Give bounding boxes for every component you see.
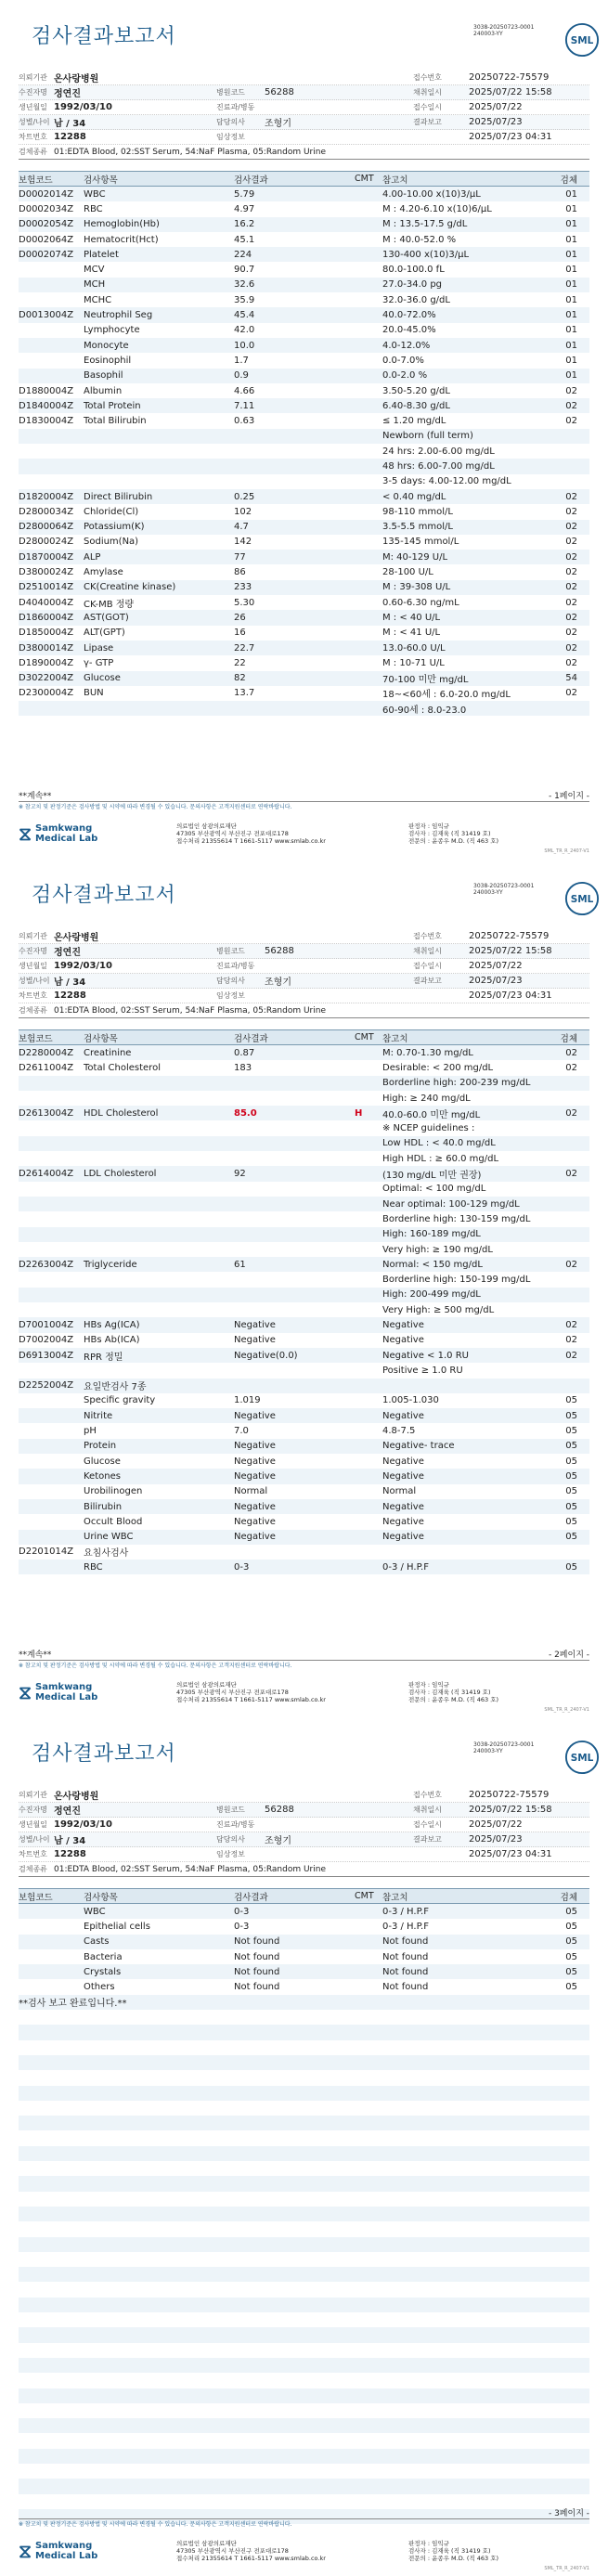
lab-address: 의료법인 삼광의료재단 47305 부산광역시 부산진구 전포대로178 접수처리 21355614 T 1661-5117 www.smlab.co.kr [176,2540,326,2562]
table-row: Bacteria Not found Not found 05 [84,1951,577,1962]
table-row: D1890004Z γ- GTP 22 M : 10-71 U/L 02 [19,657,577,668]
birth-date: 1992/03/10 [54,102,112,112]
lab-footer [19,2532,589,2570]
patient-name: 정연진 [54,89,81,99]
table-row: D1880004Z Albumin 4.66 3.50-5.20 g/dL 02 [19,385,577,396]
svg-text:SML: SML [570,1752,594,1764]
end-note: **검사 보고 완료입니다.** [19,1995,589,2010]
results-table [19,1029,589,1574]
patient-name: 정연진 [54,1806,81,1817]
table-row: High: 200-499 mg/dL [19,1288,589,1302]
table-row: D6913004Z RPR 정밀 Negative(0.0) Negative < 1.0 RU 02 [19,1348,589,1363]
abnormal-flag: H [355,1107,363,1119]
empty-row [19,2146,589,2161]
table-row: Borderline high: 200-239 mg/dL [19,1076,589,1091]
samkwang-logo: ⧖ Samkwang Medical Lab [19,1681,98,1703]
table-row: Glucose Negative Negative 05 [84,1456,577,1467]
table-row: 24 hrs: 2.00-6.00 mg/dL [382,446,495,457]
page-number: - 2페이지 - [548,1650,589,1660]
table-row: D1860004Z AST(GOT) 26 M : < 40 U/L 02 [19,610,589,625]
results-header: 보험코드 검사항목 검사결과 CMT 참고치 검체 [19,1029,589,1045]
report-header [19,1717,594,1775]
table-row: D2611004Z Total Cholesterol 183 Desirable: < 200 mg/dL 02 [19,1062,577,1073]
doctor-name: 조형기 [265,977,291,988]
empty-row [19,2358,589,2373]
table-row: Epithelial cells 0-3 0-3 / H.P.F 05 [84,1921,577,1932]
table-row: D2614004Z LDL Cholesterol 92 (130 mg/dL 미만 권장) 02 [19,1166,589,1181]
table-row: Protein Negative Negative- trace 05 [19,1439,589,1454]
empty-row [19,2388,589,2403]
table-row: D1870004Z ALP 77 M: 40-129 U/L 02 [19,550,589,564]
table-row: High HDL : ≥ 60.0 mg/dL [382,1153,499,1164]
samkwang-logo: ⧖ Samkwang Medical Lab [19,2540,98,2562]
empty-row [19,2343,589,2358]
table-row: Urine WBC Negative Negative 05 [19,1530,589,1545]
table-row: Others Not found Not found 05 [84,1982,577,1993]
table-row: Casts Not found Not found 05 [19,1935,589,1949]
patient-info: 의뢰기관 온사랑병원 접수번호 20250722-75579 수진자명 정연진 병원코드 56288 채취일시 2025/07/22 15:58 생년월일 1992/03/10 진료과/병동 접수일시 2025/07/22 성별/나이 남 / 34 담당의사 조형기 결과보고 2025/07/23 차트번호 12288 임상정보 2025/07/23 04:31 검체종류 01:EDTA Blood, 02:SST Serum, 54:NaF Plasma, 05:Random Urine [19,929,589,1018]
empty-row [19,2086,589,2101]
report-header [19,859,594,916]
table-row: MCV 90.7 80.0-100.0 fL 01 [84,265,577,276]
results-body [19,1904,589,2539]
report-page-1 [0,0,608,859]
report-page-2 [0,859,608,1717]
table-row: D3800024Z Amylase 86 28-100 U/L 02 [19,567,577,578]
table-row: WBC 0-3 0-3 / H.P.F 05 [19,1904,589,1919]
table-row: Optimal: < 100 mg/dL [382,1184,486,1195]
table-row: 3-5 days: 4.00-12.00 mg/dL [382,476,511,487]
table-row: D7002004Z HBs Ab(ICA) Negative Negative 02 [19,1335,577,1346]
empty-row [19,2010,589,2025]
table-row: D2800064Z Potassium(K) 4.7 3.5-5.5 mmol/L 02 [19,520,589,535]
empty-row [19,2449,589,2464]
table-row: D2300004Z BUN 13.7 18~<60세 : 6.0-20.0 mg/dL 02 [19,688,577,701]
continued-label: **계속** [19,792,52,801]
table-row: Positive ≥ 1.0 RU [382,1365,463,1376]
lab-footer [19,1674,589,1711]
table-row: High: ≥ 240 mg/dL [382,1093,471,1104]
table-row: D0002054Z Hemoglobin(Hb) 16.2 M : 13.5-17.5 g/dL 01 [19,217,589,232]
receipt-number: 20250722-75579 [469,72,550,83]
table-row: Bilirubin Negative Negative 05 [19,1499,589,1514]
empty-row [19,2464,589,2479]
sex-age: 남 / 34 [54,1836,86,1846]
patient-name: 정연진 [54,948,81,958]
table-row: High: 160-189 mg/dL [19,1227,589,1242]
table-row: Very High: ≥ 500 mg/dL [382,1304,495,1315]
sml-logo-icon [564,881,600,916]
table-row: D2800024Z Sodium(Na) 142 135-145 mmol/L 02 [19,537,577,548]
specimen-types: 검체종류 01:EDTA Blood, 02:SST Serum, 54:NaF Plasma, 05:Random Urine [19,1862,589,1877]
report-title: 검사결과보고서 [32,884,176,907]
table-row: MCHC 35.9 32.0-36.0 g/dL 01 [84,294,577,305]
table-row: Near optimal: 100-129 mg/dL [19,1197,589,1211]
lab-address: 의료법인 삼광의료재단 47305 부산광역시 부산진구 전포대로178 접수처리 21355614 T 1661-5117 www.smlab.co.kr [176,1681,326,1703]
specimen-types: 검체종류 01:EDTA Blood, 02:SST Serum, 54:NaF Plasma, 05:Random Urine [19,1003,589,1018]
table-row: D2201014Z 요침사검사 [19,1547,129,1560]
empty-row [19,2192,589,2207]
patient-info: 의뢰기관 온사랑병원 접수번호 20250722-75579 수진자명 정연진 병원코드 56288 채취일시 2025/07/22 15:58 생년월일 1992/03/10 진료과/병동 접수일시 2025/07/22 성별/나이 남 / 34 담당의사 조형기 결과보고 2025/07/23 차트번호 12288 임상정보 2025/07/23 04:31 검체종류 01:EDTA Blood, 02:SST Serum, 54:NaF Plasma, 05:Random Urine [19,71,589,160]
table-row: D1830004Z Total Bilirubin 0.63 ≤ 1.20 mg/dL 02 [19,416,577,427]
table-row: Lymphocyte 42.0 20.0-45.0% 01 [84,325,577,336]
samkwang-logo: ⧖ Samkwang Medical Lab [19,822,98,845]
sml-mark-icon: ⧖ [19,1681,32,1703]
birth-date: 1992/03/10 [54,1819,112,1830]
doc-id: SML_TR_R_2407-V1 [544,848,589,854]
table-row: 48 hrs: 6.00-7.00 mg/dL [19,459,589,473]
barcode-text: 3038-20250723-0001 240003-YY [473,883,535,896]
table-row: D0002064Z Hematocrit(Hct) 45.1 M : 40.0-52.0 % 01 [19,234,577,245]
report-page-3 [0,1717,608,2576]
table-row: D2252004Z 요일반검사 7종 [19,1379,589,1393]
table-row: Nitrite Negative Negative 05 [19,1408,589,1423]
table-row: Borderline high: 150-199 mg/dL [382,1275,531,1286]
empty-row [19,2207,589,2221]
page-number: - 1페이지 - [548,792,589,801]
table-row: D2613004Z HDL Cholesterol 85.0 H 40.0-60.0 미만 mg/dL 02 [19,1106,589,1120]
empty-row [19,2267,589,2282]
empty-row [19,2403,589,2418]
table-row: Crystals Not found Not found 05 [19,1964,589,1979]
patient-info: 의뢰기관 온사랑병원 접수번호 20250722-75579 수진자명 정연진 병원코드 56288 채취일시 2025/07/22 15:58 생년월일 1992/03/10 진료과/병동 접수일시 2025/07/22 성별/나이 남 / 34 담당의사 조형기 결과보고 2025/07/23 차트번호 12288 임상정보 2025/07/23 04:31 검체종류 01:EDTA Blood, 02:SST Serum, 54:NaF Plasma, 05:Random Urine [19,1788,589,1877]
empty-row [19,2373,589,2388]
results-body [19,1045,589,1574]
empty-row [19,2116,589,2130]
page-footer-line [19,2506,589,2519]
table-row: D7001004Z HBs Ag(ICA) Negative Negative 02 [19,1317,589,1332]
report-header [19,0,594,58]
empty-row [19,2252,589,2267]
results-table [19,1888,589,2539]
table-row: Basophil 0.9 0.0-2.0 % 01 [19,369,589,383]
empty-row [19,2025,589,2039]
hospital-name: 온사랑병원 [54,933,99,943]
empty-row [19,2433,589,2448]
receipt-number: 20250722-75579 [469,1790,550,1800]
results-body [19,187,589,716]
hospital-name: 온사랑병원 [54,1792,99,1802]
results-header: 보험코드 검사항목 검사결과 CMT 참고치 검체 [19,1888,589,1904]
hospital-name: 온사랑병원 [54,74,99,84]
table-row: D0002014Z WBC 5.79 4.00-10.00 x(10)3/μL 01 [19,187,589,201]
empty-row [19,2282,589,2297]
empty-row [19,2161,589,2176]
table-row: RBC 0-3 0-3 / H.P.F 05 [19,1560,589,1574]
empty-row [19,2418,589,2433]
table-row: D3022004Z Glucose 82 70-100 미만 mg/dL 54 [19,671,589,686]
barcode-text: 3038-20250723-0001 240003-YY [473,1741,535,1754]
doctor-name: 조형기 [265,1836,291,1846]
empty-row [19,2101,589,2116]
table-row: ※ NCEP guidelines : [382,1123,475,1134]
table-row: D1840004Z Total Protein 7.11 6.40-8.30 g/dL 02 [19,398,589,413]
table-row: Newborn (full term) [19,429,589,444]
receipt-number: 20250722-75579 [469,931,550,941]
chart-number: 12288 [54,990,86,1001]
table-row: D3800014Z Lipase 22.7 13.0-60.0 U/L 02 [19,641,589,655]
table-row: D1820004Z Direct Bilirubin 0.25 < 0.40 mg/dL 02 [19,489,589,504]
doctor-name: 조형기 [265,119,291,129]
sex-age: 남 / 34 [54,119,86,129]
empty-row [19,2070,589,2085]
doc-id: SML_TR_R_2407-V1 [544,1707,589,1713]
table-row: pH 7.0 4.8-7.5 05 [84,1426,577,1437]
sml-mark-icon: ⧖ [19,822,32,845]
signatures: 판정자 : 임익규 검사자 : 김재육 (직 31419 호) 전문의 : 윤종우 M.D. (직 463 호) [408,2540,499,2562]
table-row: Borderline high: 130-159 mg/dL [382,1213,531,1224]
footer-notes: ※ 참고치 및 판정기준은 검사방법 및 시약에 따라 변경될 수 있습니다. 문의사항은 고객지원센터로 연락바랍니다. [19,2521,292,2528]
continued-label: **계속** [19,1650,52,1660]
sml-logo-icon [564,1740,600,1775]
signatures: 판정자 : 임익규 검사자 : 김재육 (직 31419 호) 전문의 : 윤종우 M.D. (직 463 호) [408,1681,499,1703]
lab-footer [19,815,589,852]
empty-row [19,2221,589,2236]
table-row: Ketones Negative Negative 05 [19,1469,589,1483]
table-row: D2280004Z Creatinine 0.87 M: 0.70-1.30 mg/dL 02 [19,1045,589,1060]
table-row: D2510014Z CK(Creatine kinase) 233 M : 39-308 U/L 02 [19,580,589,595]
empty-row [19,2298,589,2312]
empty-row [19,2130,589,2145]
report-title: 검사결과보고서 [32,1742,176,1766]
page-footer-line [19,1648,589,1661]
empty-row [19,2327,589,2342]
chart-number: 12288 [54,1849,86,1859]
lab-address: 의료법인 삼광의료재단 47305 부산광역시 부산진구 전포대로178 접수처리 21355614 T 1661-5117 www.smlab.co.kr [176,822,326,845]
table-row: D2800034Z Chloride(Cl) 102 98-110 mmol/L 02 [19,506,577,517]
table-row: Eosinophil 1.7 0.0-7.0% 01 [84,355,577,366]
sml-mark-icon: ⧖ [19,2540,32,2562]
signatures: 판정자 : 임익규 검사자 : 김재육 (직 31419 호) 전문의 : 윤종우 M.D. (직 463 호) [408,822,499,845]
sex-age: 남 / 34 [54,977,86,988]
birth-date: 1992/03/10 [54,961,112,971]
table-row: Specific gravity 1.019 1.005-1.030 05 [84,1395,577,1406]
svg-text:SML: SML [570,893,594,905]
table-row: Occult Blood Negative Negative 05 [84,1516,577,1527]
results-table [19,171,589,716]
empty-row [19,2176,589,2191]
barcode-text: 3038-20250723-0001 240003-YY [473,24,535,37]
results-header: 보험코드 검사항목 검사결과 CMT 참고치 검체 [19,171,589,187]
table-row: Low HDL : < 40.0 mg/dL [19,1136,589,1151]
page-footer-line [19,789,589,802]
footer-notes: ※ 참고치 및 판정기준은 검사방법 및 시약에 따라 변경될 수 있습니다. 문의사항은 고객지원센터로 연락바랍니다. [19,1663,292,1669]
sml-logo-icon [564,22,600,58]
doc-id: SML_TR_R_2407-V1 [544,2566,589,2571]
table-row: D0013004Z Neutrophil Seg 45.4 40.0-72.0% 01 [19,307,589,322]
chart-number: 12288 [54,132,86,142]
specimen-types: 검체종류 01:EDTA Blood, 02:SST Serum, 54:NaF Plasma, 05:Random Urine [19,145,589,160]
svg-text:SML: SML [570,34,594,46]
page-number: - 3페이지 - [548,2509,589,2518]
footer-notes: ※ 참고치 및 판정기준은 검사방법 및 시약에 따라 변경될 수 있습니다. 문의사항은 고객지원센터로 연락바랍니다. [19,804,292,810]
table-row: MCH 32.6 27.0-34.0 pg 01 [19,278,589,292]
table-row: D2263004Z Triglyceride 61 Normal: < 150 mg/dL 02 [19,1257,589,1272]
empty-row [19,2040,589,2055]
table-row: Very high: ≥ 190 mg/dL [382,1244,493,1255]
table-row: D1850004Z ALT(GPT) 16 M : < 41 U/L 02 [19,628,577,639]
empty-row [19,2479,589,2493]
table-row: Monocyte 10.0 4.0-12.0% 01 [19,338,589,353]
table-row: D4040004Z CK-MB 정량 5.30 0.60-6.30 ng/mL 02 [19,597,577,610]
empty-row [19,2312,589,2327]
table-row: D0002034Z RBC 4.97 M : 4.20-6.10 x(10)6/μL 01 [19,203,577,214]
table-row: 60-90세 : 8.0-23.0 [19,701,589,716]
report-title: 검사결과보고서 [32,25,176,48]
table-row: D0002074Z Platelet 224 130-400 x(10)3/μL 01 [19,247,589,262]
empty-row [19,2055,589,2070]
table-row: Urobilinogen Normal Normal 05 [84,1486,577,1497]
empty-row [19,2237,589,2252]
